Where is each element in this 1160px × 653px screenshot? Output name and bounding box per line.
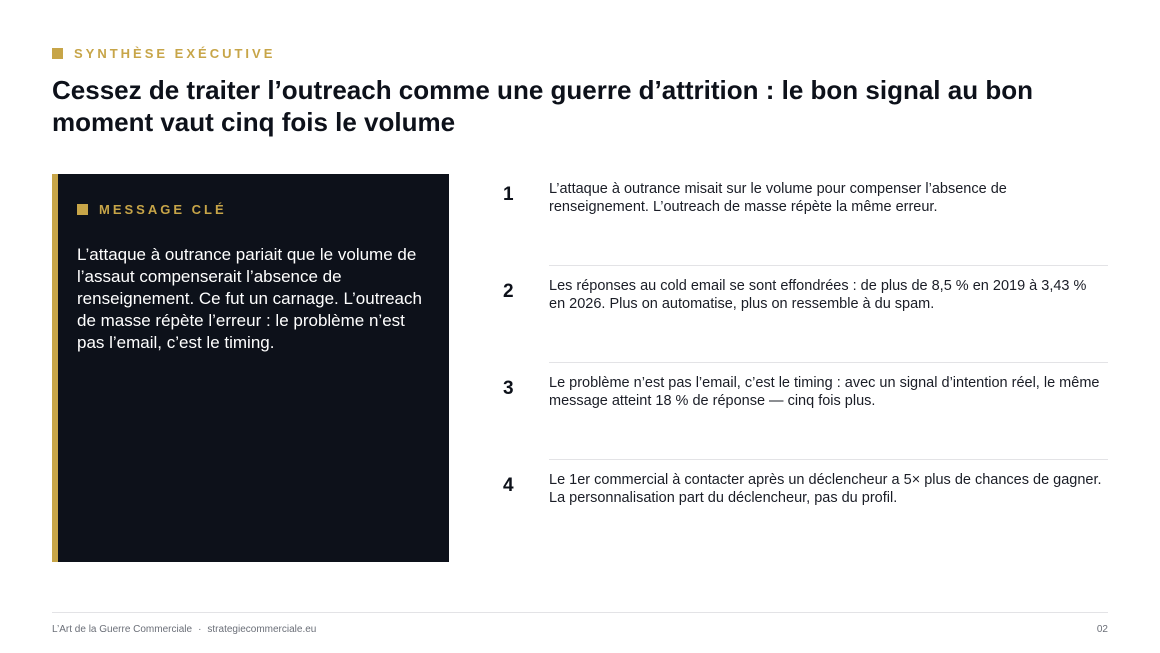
footer-site: strategiecommerciale.eu bbox=[207, 624, 317, 635]
list-item bbox=[503, 465, 1108, 562]
key-message-body: L’attaque à outrance pariait que le volume de l’assaut compenserait l’absence de renseignement. Ce fut un carnage. L’outreach de masse répète l’erreur : le problème n’est pas l’email, c’est le timing. bbox=[77, 245, 422, 352]
point-number: 1 bbox=[503, 184, 514, 205]
section-eyebrow bbox=[52, 46, 275, 61]
list-item bbox=[503, 271, 1108, 368]
page-number: 02 bbox=[1096, 624, 1108, 635]
footer-separator: · bbox=[198, 624, 202, 635]
slide-title: Cessez de traiter l’outreach comme une guerre d’attrition : le bon signal au bon moment vaut cinq fois le volume bbox=[52, 75, 1033, 137]
point-text: Les réponses au cold email se sont effondrées : de plus de 8,5 % en 2019 à 3,43 % en 2026. Plus on automatise, plus on ressemble à du spam. bbox=[549, 278, 1087, 312]
list-item bbox=[503, 174, 1108, 271]
eyebrow-label: SYNTHÈSE EXÉCUTIVE bbox=[74, 46, 276, 61]
key-points-list bbox=[503, 174, 1108, 562]
footer-credits bbox=[52, 624, 316, 635]
footer-brand: L’Art de la Guerre Commerciale bbox=[52, 624, 193, 635]
point-number: 2 bbox=[503, 281, 514, 302]
key-message-eyebrow bbox=[77, 202, 227, 217]
list-item bbox=[503, 368, 1108, 465]
footer-divider bbox=[52, 612, 1108, 613]
key-message-square-icon bbox=[77, 204, 88, 215]
point-number: 3 bbox=[503, 378, 514, 399]
point-text: L’attaque à outrance misait sur le volume pour compenser l’absence de renseignement. L’outreach de masse répète la même erreur. bbox=[549, 181, 1007, 215]
eyebrow-square-icon bbox=[52, 48, 63, 59]
point-text: Le 1er commercial à contacter après un déclencheur a 5× plus de chances de gagner. La personnalisation part du déclencheur, pas du profil. bbox=[549, 472, 1102, 506]
point-divider bbox=[549, 459, 1108, 460]
point-divider bbox=[549, 265, 1108, 266]
key-message-card bbox=[52, 174, 449, 562]
point-text: Le problème n’est pas l’email, c’est le timing : avec un signal d’intention réel, le même message atteint 18 % de réponse — cinq fois plus. bbox=[549, 375, 1100, 409]
point-number: 4 bbox=[503, 475, 514, 496]
point-divider bbox=[549, 362, 1108, 363]
key-message-label: MESSAGE CLÉ bbox=[99, 202, 227, 217]
